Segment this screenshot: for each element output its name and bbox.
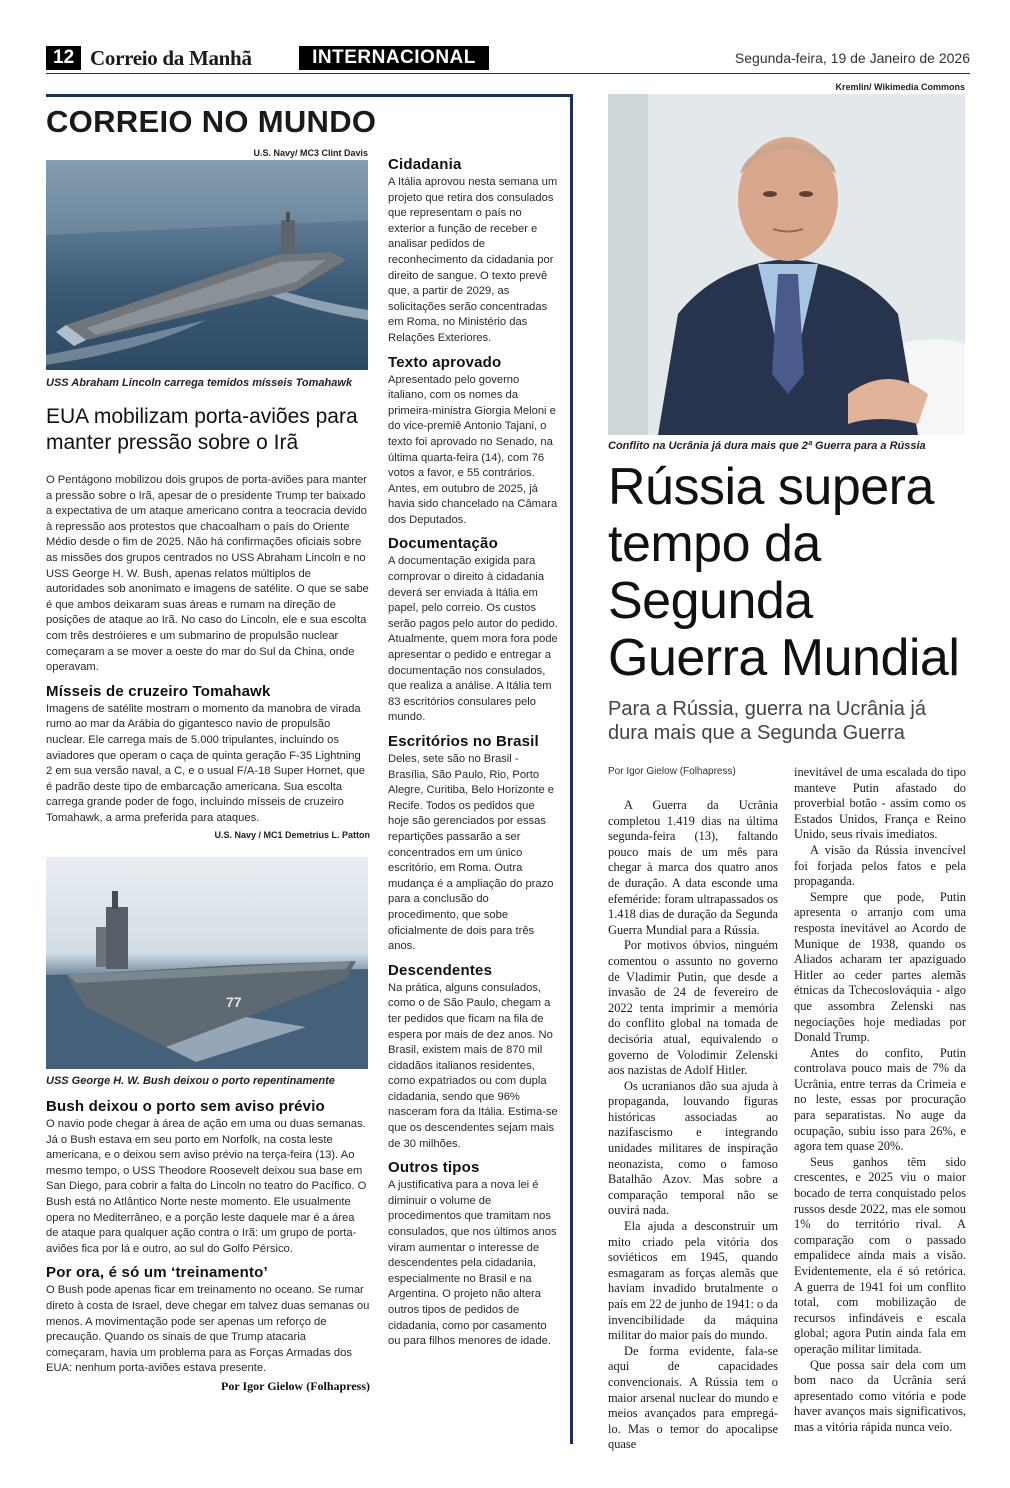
main-subheadline: Para a Rússia, guerra na Ucrânia já dura mais que a Segunda Guerra [608,698,926,744]
main-headline: Rússia supera tempo da Segunda Guerra Mundial [608,458,960,687]
paragraph: Apresentado pelo governo italiano, com os nomes da primeira-ministra Giorgia Meloni e do vice-premiê Antonio Tajani, o texto foi aprovado no Senado, na última quarta-feira (14), com 76 votos a favor, e 55 contrários. Antes, em outubro de 2025, já havia sido chancelado na Câmara dos Deputados. [388,373,558,526]
subheading: Outros tipos [388,1159,480,1177]
carrier-lincoln-illustration [46,160,368,370]
byline: Por Igor Gielow (Folhapress) [221,1378,370,1393]
paragraph: Imagens de satélite mostram o momento da manobra de virada rumo ao mar da Arábia do gigantesco navio de propulsão nuclear. Ele carrega mais de 5.000 tripulantes, incluindo os aviadores que operam o caça de quinta geração F-35 Lightning 2 em sua versão naval, a C, e o usual F/A-18 Super Hornet, que é padrão deste tipo de embarcação americana. Sua escolta carrega grande poder de fogo, incluindo mísseis de cruzeiro Tomahawk, a arma preferida para ataques. [46,702,366,824]
photo-caption: Conflito na Ucrânia já dura mais que 2ª Guerra para a Rússia [608,440,926,452]
sidebar-column [388,155,558,1350]
masthead: Correio da Manhã [90,46,252,70]
carrier-bush-illustration [46,857,368,1069]
portrait-photo [608,94,965,435]
header-rule [46,73,970,74]
paragraph: Que possa sair dela com um bom naco da Ucrânia será apresentado como vitória e pode haver avanços mais significativos, mas a vitória rápida nunca veio. [794,1357,966,1434]
subheading: Mísseis de cruzeiro Tomahawk [46,682,271,700]
article-column-1 [608,798,778,1453]
subheading: Por ora, é só um ‘treinamento’ [46,1264,268,1282]
portrait-illustration [608,94,965,435]
subheading: Documentação [388,535,498,553]
subheading: Escritórios no Brasil [388,733,539,750]
subheading: Texto aprovado [388,353,502,371]
paragraph: Ela ajuda a desconstruir um mito criado pela vitória dos soviéticos em 1945, quando esmagaram as forças alemãs que haviam invadido brutalmente o país em 22 de junho de 1941: o da invencibilidade da máquina militar do maior país do mundo. [608,1219,778,1343]
article-intro: O Pentágono mobilizou dois grupos de porta-aviões para manter a pressão sobre o Irã, apesar de o presidente Trump ter baixado a expectativa de um ataque americano contra a teocracia devido à repressão aos protestos que chacoalham o país do Oriente Médio desde o fim de 2025. Não há confirmações oficiais sobre as missões dos grupos centrados no USS Abraham Lincoln e no USS George H. W. Bush, apenas relatos múltiplos de autoridades sob anonimato e imagens de satélite. O que se sabe é que ambos deixaram suas áreas e rumam na direção de posições de ataque ao Irã. No caso do Lincoln, ele e sua escolta com três destróieres e um submarino de propulsão nuclear começaram a se mover a oeste do mar do Sul da China, onde operavam. [46,474,369,674]
subheading: Descendentes [388,961,493,979]
paragraph: O navio pode chegar à área de ação em uma ou duas semanas. Já o Bush estava em seu porto em Norfolk, na costa leste americana, e o deixou sem aviso prévio na terça-feira (13). Ao mesmo tempo, o USS Theodore Roosevelt deixou sua base em San Diego, para cobrir a falta do Lincoln no teatro do Pacífico. O Bush está no Atlântico Norte neste momento. Ele usualmente opera no Mediterrâneo, e a porção leste daquele mar é a área de ataque para qualquer ação contra o Irã: um grupo de porta-aviões fica por lá e outro, ao sul do Golfo Pérsico. [46,1118,367,1255]
page-number: 12 [46,46,81,70]
box-frame-top [46,94,573,97]
photo-credit: Kremlin/ Wikimedia Commons [835,82,965,92]
byline: Por Igor Gielow (Folhapress) [608,766,736,777]
article-headline: EUA mobilizam porta-aviões para manter pressão sobre o Irã [46,405,358,454]
page-date: Segunda-feira, 19 de Janeiro de 2026 [734,50,970,66]
photo-caption: USS Abraham Lincoln carrega temidos mísseis Tomahawk [46,377,353,389]
photo-credit: U.S. Navy / MC1 Demetrius L. Patton [214,830,370,841]
section-tag: INTERNACIONAL [299,46,489,70]
article-column-2 [794,765,966,1436]
subheading: Bush deixou o porto sem aviso prévio [46,1098,325,1115]
paragraph: Seus ganhos têm sido crescentes, e 2025 viu o maior bocado de terra conquistado pelos russos desde 2022, mas ele somou 1% do território rival. A comparação com o passado empalidece ainda mais a visão. Evidentemente, ela é só retórica. A guerra de 1941 foi um conflito total, com mobilização de recursos infindáveis e escala global; agora Putin ainda fala em operação militar limitada. [794,1154,966,1356]
paragraph: A visão da Rússia invencível foi forjada pelos fatos e pela propaganda. [794,842,966,889]
section-kicker: CORREIO NO MUNDO [46,104,377,139]
paragraph: A justificativa para a nova lei é diminuir o volume de procedimentos que tramitam nos consulados, que nos últimos anos viram aumentar o interesse de descendentes pela cidadania, especialmente no Brasil e na Argentina. O projeto não altera outros tipos de pedidos de cidadania, como por casamento ou para filhos menores de idade. [388,1179,557,1348]
paragraph: Os ucranianos dão sua ajuda à propaganda, louvando figuras históricas associadas ao nazifascismo e integrando unidades militares de inspiração neonazista, como o famoso Batalhão Azov. Mas sobre a comparação temporal não se ouvirá nada. [608,1078,778,1218]
paragraph: A documentação exigida para comprovar o direito à cidadania deverá ser enviada à Itália em papel, pelo correio. Os custos serão pagos pelo autor do pedido. Atualmente, quem mora fora pode apresentar o pedido e entregar a documentação nos consulados, que realiza a análise. A Itália tem 83 escritórios consulares pelo mundo. [388,555,558,724]
paragraph: De forma evidente, fala-se aqui de capacidades convencionais. A Rússia tem o maior arsenal nuclear do mundo e meios avançados para empregá-lo. Mas o temor do apocalipse quase [608,1343,778,1452]
hull-number: 77 [226,994,242,1010]
paragraph: inevitável de uma escalada do tipo manteve Putin afastado do proverbial botão - assim como os Estados Unidos, França e Reino Unido, seus rivais imediatos. [794,765,966,842]
page-header [46,44,970,72]
paragraph: A Guerra da Ucrânia completou 1.419 dias na última segunda-feira (13), faltando pouco mais de um mês para chegar à marca dos quatro anos de duração. A data esconde uma efeméride: foram ultrapassados os 1.418 dias de duração da Segunda Guerra Mundial para a Rússia. [608,798,778,937]
paragraph: A Itália aprovou nesta semana um projeto que retira dos consulados que representam o país no exterior a função de receber e analisar pedidos de reconhecimento da cidadania por direito de sangue. O texto prevê que, a partir de 2029, as solicitações serão concentradas em Roma, no Ministério das Relações Exteriores. [388,176,558,344]
paragraph: Deles, sete são no Brasil - Brasília, São Paulo, Rio, Porto Alegre, Curitiba, Belo Horizonte e Recife. Todos os pedidos que hoje são gerenciados por essas repartições passarão a ser concentrados em um único escritório, em Roma. Outra mudança é a ampliação do prazo para a conclusão do procedimento, que sobe oficialmente de dois para três anos. [388,753,555,953]
carrier-photo [46,857,368,1069]
box-frame-right [570,94,573,1444]
paragraph: O Bush pode apenas ficar em treinamento no oceano. Se rumar direto à costa de Israel, deve chegar em talvez duas semanas ou menos. A movimentação pode ser apenas um reforço de precaução. Quando os sinais de que Trump atacaria começaram, havia um problema para as Forças Armadas dos EUA: nenhum porta-aviões estava presente. [46,1284,370,1375]
subheading: Cidadania [388,156,462,173]
article-body [46,473,370,844]
paragraph: Sempre que pode, Putin apresenta o arranjo com uma resposta inevitável ao Acordo de Munique de 1938, quando os Aliados acharam ter apaziguado Hitler ao ceder partes alemãs étnicas da Tchecoslováquia - algo que assombra Zelenski nas negociações hoje mediadas por Donald Trump. [794,889,966,1045]
paragraph: Antes do confito, Putin controlava pouco mais de 7% da Ucrânia, entre terras da Crimeia e no leste, essas por procuração para separatistas. No auge da ocupação, subiu isso para 26%, e agora tem quase 20%. [794,1045,966,1154]
carrier-photo [46,160,368,370]
article-body-continued [46,1097,370,1395]
photo-caption: USS George H. W. Bush deixou o porto repentinamente [46,1075,335,1087]
paragraph: Na prática, alguns consulados, como o de São Paulo, chegam a ter pedidos que ficam na fila de espera por mais de dez anos. No Brasil, existem mais de 870 mil cidadãos italianos residentes, como expatriados ou com dupla cidadania, sendo que 96% nasceram fora da Itália. Estima-se que os descendentes sejam mais de 30 milhões. [388,981,558,1150]
photo-credit: U.S. Navy/ MC3 Clint Davis [253,148,368,158]
paragraph: Por motivos óbvios, ninguém comentou o assunto no governo de Vladimir Putin, que desde a invasão de 24 de fevereiro de 2022 tenta imprimir a memória do conflito global na tomada de decisória atual, equivalendo o governo de Volodimir Zelenski aos nazistas de Adolf Hitler. [608,938,778,1078]
